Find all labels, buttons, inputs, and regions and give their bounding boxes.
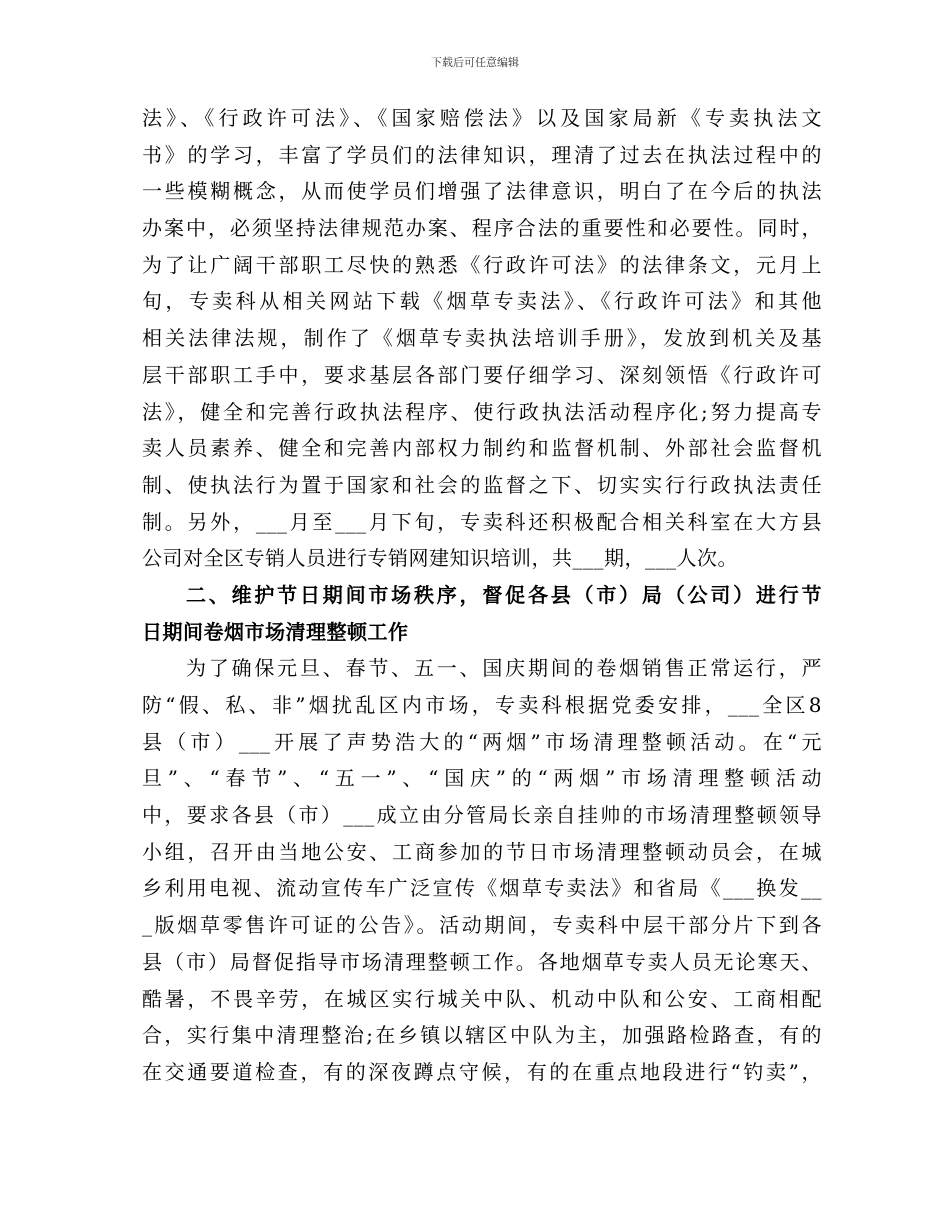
text-line: 制。另外，___月至___月下旬，专卖科还积极配合相关科室在大方县 [142,509,822,534]
text-line: 制、使执法行为置于国家和社会的监督之下、切实实行行政执法责任 [142,472,822,497]
text-line: 旦”、“春节”、“五一”、“国庆”的“两烟”市场清理整顿活动 [142,766,822,791]
paragraph-1 [142,100,822,577]
text-line: 层干部职工手中，要求基层各部门要仔细学习、深刻领悟《行政许可 [142,362,822,387]
text-line: 县（市）局督促指导市场清理整顿工作。各地烟草专卖人员无论寒天、 [142,949,822,974]
text-line: 为了让广阔干部职工尽快的熟悉《行政许可法》的法律条文，元月上 [142,252,822,277]
text-line: 一些模糊概念，从而使学员们增强了法律意识，明白了在今后的执法 [142,179,822,204]
text-line: 小组，召开由当地公安、工商参加的节日市场清理整顿动员会，在城 [142,839,822,864]
text-line: 相关法律法规，制作了《烟草专卖执法培训手册》，发放到机关及基 [142,326,822,351]
document-body [142,100,822,1091]
text-line: _版烟草零售许可证的公告》。活动期间，专卖科中层干部分片下到各 [142,913,822,938]
text-line: 酷暑，不畏辛劳，在城区实行城关中队、机动中队和公安、工商相配 [142,986,822,1011]
text-line: 在交通要道检查，有的深夜蹲点守候，有的在重点地段进行“钓卖”， [142,1059,822,1084]
text-line: 中，要求各县（市）___成立由分管局长亲自挂帅的市场清理整顿领导 [142,803,822,828]
text-line: 公司对全区专销人员进行专销网建知识培训，共___期，___人次。 [142,546,738,571]
text-line: 法》、《行政许可法》、《国家赔偿法》以及国家局新《专卖执法文 [142,106,822,130]
text-line: 书》的学习，丰富了学员们的法律知识，理清了过去在执法过程中的 [142,142,822,167]
heading-line: 日期间卷烟市场清理整顿工作 [142,619,409,644]
text-line: 旬，专卖科从相关网站下载《烟草专卖法》、《行政许可法》和其他 [142,289,822,314]
text-line: 县（市）___开展了声势浩大的“两烟”市场清理整顿活动。在“元 [142,729,822,754]
paragraph-2 [142,650,822,1090]
text-line: 合，实行集中清理整治;在乡镇以辖区中队为主，加强路检路查，有的 [142,1023,822,1048]
heading-line: 二、维护节日期间市场秩序，督促各县（市）局（公司）进行节 [186,582,822,607]
page-header: 下载后可任意编辑 [431,56,519,69]
text-line: 办案中，必须坚持法律规范办案、程序合法的重要性和必要性。同时， [142,216,822,241]
section-heading [142,577,822,650]
text-line: 卖人员素养、健全和完善内部权力制约和监督机制、外部社会监督机 [142,436,822,461]
text-line: 乡利用电视、流动宣传车广泛宣传《烟草专卖法》和省局《___换发__ [142,876,822,901]
text-line: 防“假、私、非”烟扰乱区内市场，专卖科根据党委安排，___全区8 [142,693,822,717]
text-line: 为了确保元旦、春节、五一、国庆期间的卷烟销售正常运行，严 [186,656,822,681]
text-line: 法》，健全和完善行政执法程序、使行政执法活动程序化;努力提高专 [142,399,822,424]
